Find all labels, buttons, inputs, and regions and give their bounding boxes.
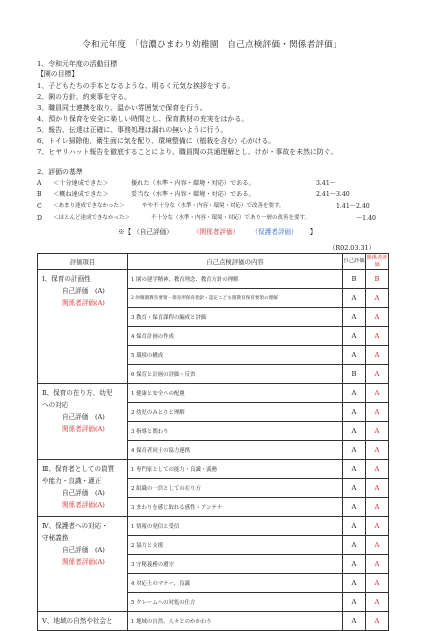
- stake-grade: A: [366, 536, 389, 555]
- category-title-cont: への対応: [42, 401, 69, 409]
- legend-guardian: （保護者評価）: [251, 228, 298, 236]
- goal-item: 6、トイレ掃除他、衛生面に気を配り、環境整備に（植栽を含む）心がける。: [37, 137, 276, 145]
- self-grade: A: [343, 517, 366, 536]
- table-row: [38, 460, 389, 479]
- criterion-label: ＜十分達成できた＞: [53, 180, 109, 187]
- goal-item: 5、報告、伝達は正確に、事務処理は漏れの無いように行う。: [37, 126, 228, 134]
- criterion-desc: 優れた（水準・内容・環境・対応）である。: [131, 180, 255, 187]
- stake-grade: A: [366, 346, 389, 365]
- category-stake-eval: 関係者評価(A): [62, 501, 105, 509]
- category-title: Ⅲ、保育者としての資質: [42, 465, 115, 473]
- criterion-range: 2.41〜3.40: [316, 191, 350, 198]
- table-row: [38, 612, 389, 631]
- self-grade: A: [343, 612, 366, 631]
- goals-heading: 【園の目標】: [37, 70, 79, 78]
- legend-stakeholder: （関係者評価）: [193, 228, 240, 236]
- content-cell: 1 園の建学精神、教育理念、教育方針の理解: [128, 270, 343, 289]
- self-grade: A: [343, 327, 366, 346]
- category-cell: [38, 270, 128, 384]
- category-title: Ⅱ、保育の在り方、幼児: [42, 389, 113, 397]
- stake-grade: A: [366, 384, 389, 403]
- criterion-grade: C: [37, 203, 42, 210]
- self-grade: A: [343, 422, 366, 441]
- stake-grade: A: [366, 441, 389, 460]
- content-cell: 4 保育者同士の協力連携: [128, 441, 343, 460]
- criterion-desc: 不十分な（水準・内容・環境・対応）であり一層の改善を要す。: [151, 215, 311, 221]
- legend-suffix: 】: [309, 228, 317, 236]
- criterion-label: ＜概ね達成できた＞: [53, 191, 109, 198]
- category-title: Ⅰ、保育の計画性: [42, 275, 91, 283]
- category-title-cont: 守秘義務: [42, 534, 69, 542]
- table-header-row: [38, 254, 389, 270]
- stake-grade: B: [366, 270, 389, 289]
- content-cell: 4 保育計画の作成: [128, 327, 343, 346]
- self-grade: A: [343, 289, 366, 308]
- self-grade: A: [343, 555, 366, 574]
- stake-grade: A: [366, 555, 389, 574]
- self-grade: A: [343, 384, 366, 403]
- category-self-eval: 自己評価 (A): [62, 489, 105, 497]
- content-cell: 2 幼児のみとりと理解: [128, 403, 343, 422]
- stake-grade: A: [366, 327, 389, 346]
- evaluation-table: [37, 253, 389, 631]
- stake-grade: A: [366, 422, 389, 441]
- self-grade: A: [343, 593, 366, 612]
- stake-grade: A: [366, 460, 389, 479]
- section-2-heading: 2、評価の基準: [37, 168, 83, 176]
- category-title: Ⅳ、保護者への対応・: [42, 522, 108, 530]
- category-stake-eval: 関係者評価(A): [62, 558, 105, 566]
- category-stake-eval: 関係者評価(A): [62, 299, 105, 307]
- self-grade: A: [343, 403, 366, 422]
- self-grade: A: [343, 479, 366, 498]
- goal-item: 1、子どもたちの手本となるような、明るく元気な挨拶をする。: [37, 82, 235, 90]
- content-cell: 2 幼稚園教育要領・保育所保育指針・認定こども園教育保育要領の理解: [128, 289, 343, 308]
- category-cell: [38, 612, 128, 631]
- stake-grade: A: [366, 308, 389, 327]
- table-row: [38, 517, 389, 536]
- stake-grade: A: [366, 498, 389, 517]
- criterion-range: 3.41〜: [316, 180, 336, 187]
- stake-grade: A: [366, 593, 389, 612]
- self-grade: A: [343, 460, 366, 479]
- goal-item: 2、園の方針、約束事を守る。: [37, 93, 131, 101]
- header-self: 自己評価: [343, 254, 366, 270]
- stake-grade: A: [366, 517, 389, 536]
- stake-grade: A: [366, 574, 389, 593]
- stake-grade: A: [366, 289, 389, 308]
- section-1-heading: 1、令和元年度の活動目標: [37, 60, 118, 68]
- content-cell: 5 クレームへの対処の仕方: [128, 593, 343, 612]
- category-self-eval: 自己評価 (A): [62, 413, 105, 421]
- header-content: 自己点検評価の内容: [128, 254, 343, 270]
- self-grade: B: [343, 270, 366, 289]
- content-cell: 3 教育・保育課程の編成と評価: [128, 308, 343, 327]
- self-grade: A: [343, 574, 366, 593]
- self-grade: B: [343, 365, 366, 384]
- goal-item: 3、職員同士連携を取り、温かい雰囲気で保育を行う。: [37, 104, 207, 112]
- category-cell: [38, 517, 128, 612]
- legend-prefix: ※【: [118, 228, 132, 236]
- category-self-eval: 自己評価 (A): [62, 546, 105, 554]
- content-cell: 2 協力と支援: [128, 536, 343, 555]
- legend-self: （自己評価）: [133, 228, 173, 236]
- self-grade: A: [343, 498, 366, 517]
- legend: [118, 228, 316, 237]
- self-grade: A: [343, 346, 366, 365]
- stake-grade: A: [366, 403, 389, 422]
- criterion-desc: やや不十分な（水準・内容・環境・対応）で改善を要す。: [142, 203, 285, 209]
- stake-grade: A: [366, 365, 389, 384]
- goal-item: 4、預かり保育を安全に楽しい時間とし、保育教材の充実をはかる。: [37, 115, 249, 123]
- self-grade: A: [343, 536, 366, 555]
- content-cell: 4 対応上のマナー、良識: [128, 574, 343, 593]
- content-cell: 3 まわりを感じ取れる感性・アンテナ: [128, 498, 343, 517]
- stake-grade: A: [366, 612, 389, 631]
- goal-item: 7、ヒヤリハット報告を徹底することにより、職員間の共通理解とし、けが・事故を未然に防ぐ。: [37, 148, 338, 156]
- criterion-grade: A: [37, 180, 42, 187]
- category-stake-eval: 関係者評価(A): [62, 425, 105, 433]
- content-cell: 1 専門家としての能力・良識・義務: [128, 460, 343, 479]
- self-grade: A: [343, 441, 366, 460]
- content-cell: 3 指導と関わり: [128, 422, 343, 441]
- content-cell: 2 組織の一員としての在り方: [128, 479, 343, 498]
- table-row: [38, 270, 389, 289]
- content-cell: 1 健康と安全への配慮: [128, 384, 343, 403]
- criterion-range: 〜1.40: [356, 215, 376, 222]
- criterion-desc: 妥当な（水準・内容・環境・対応）である。: [131, 191, 255, 198]
- criterion-label: ＜ほとんど達成できなかった＞: [53, 215, 131, 221]
- category-self-eval: 自己評価 (A): [62, 287, 105, 295]
- header-item: 評価項目: [38, 254, 128, 270]
- content-cell: 1 情報の発信と受信: [128, 517, 343, 536]
- category-title: Ⅴ、地域の自然や社会と: [42, 617, 113, 625]
- table-row: [38, 384, 389, 403]
- document-title: 令和元年度 「信濃ひまわり幼稚園 自己点検評価・関係者評価」: [82, 40, 342, 50]
- stake-grade: A: [366, 479, 389, 498]
- content-cell: 1 地域の自然、人々とのかかわり: [128, 612, 343, 631]
- criterion-grade: D: [37, 215, 42, 222]
- category-cell: [38, 460, 128, 517]
- header-stakeholder: 関係者評価: [366, 255, 388, 268]
- content-cell: 3 守秘義務の遵守: [128, 555, 343, 574]
- report-date: （R02.03.31）: [328, 244, 375, 252]
- category-cell: [38, 384, 128, 460]
- criterion-range: 1.41〜2.40: [336, 203, 370, 210]
- content-cell: 5 環境の構成: [128, 346, 343, 365]
- content-cell: 6 保育と計画の評価・反省: [128, 365, 343, 384]
- category-title-cont: や能力・良識・適正: [42, 477, 102, 485]
- criterion-grade: B: [37, 191, 42, 198]
- criterion-label: ＜あまり達成できなかった＞: [53, 203, 125, 209]
- self-grade: A: [343, 308, 366, 327]
